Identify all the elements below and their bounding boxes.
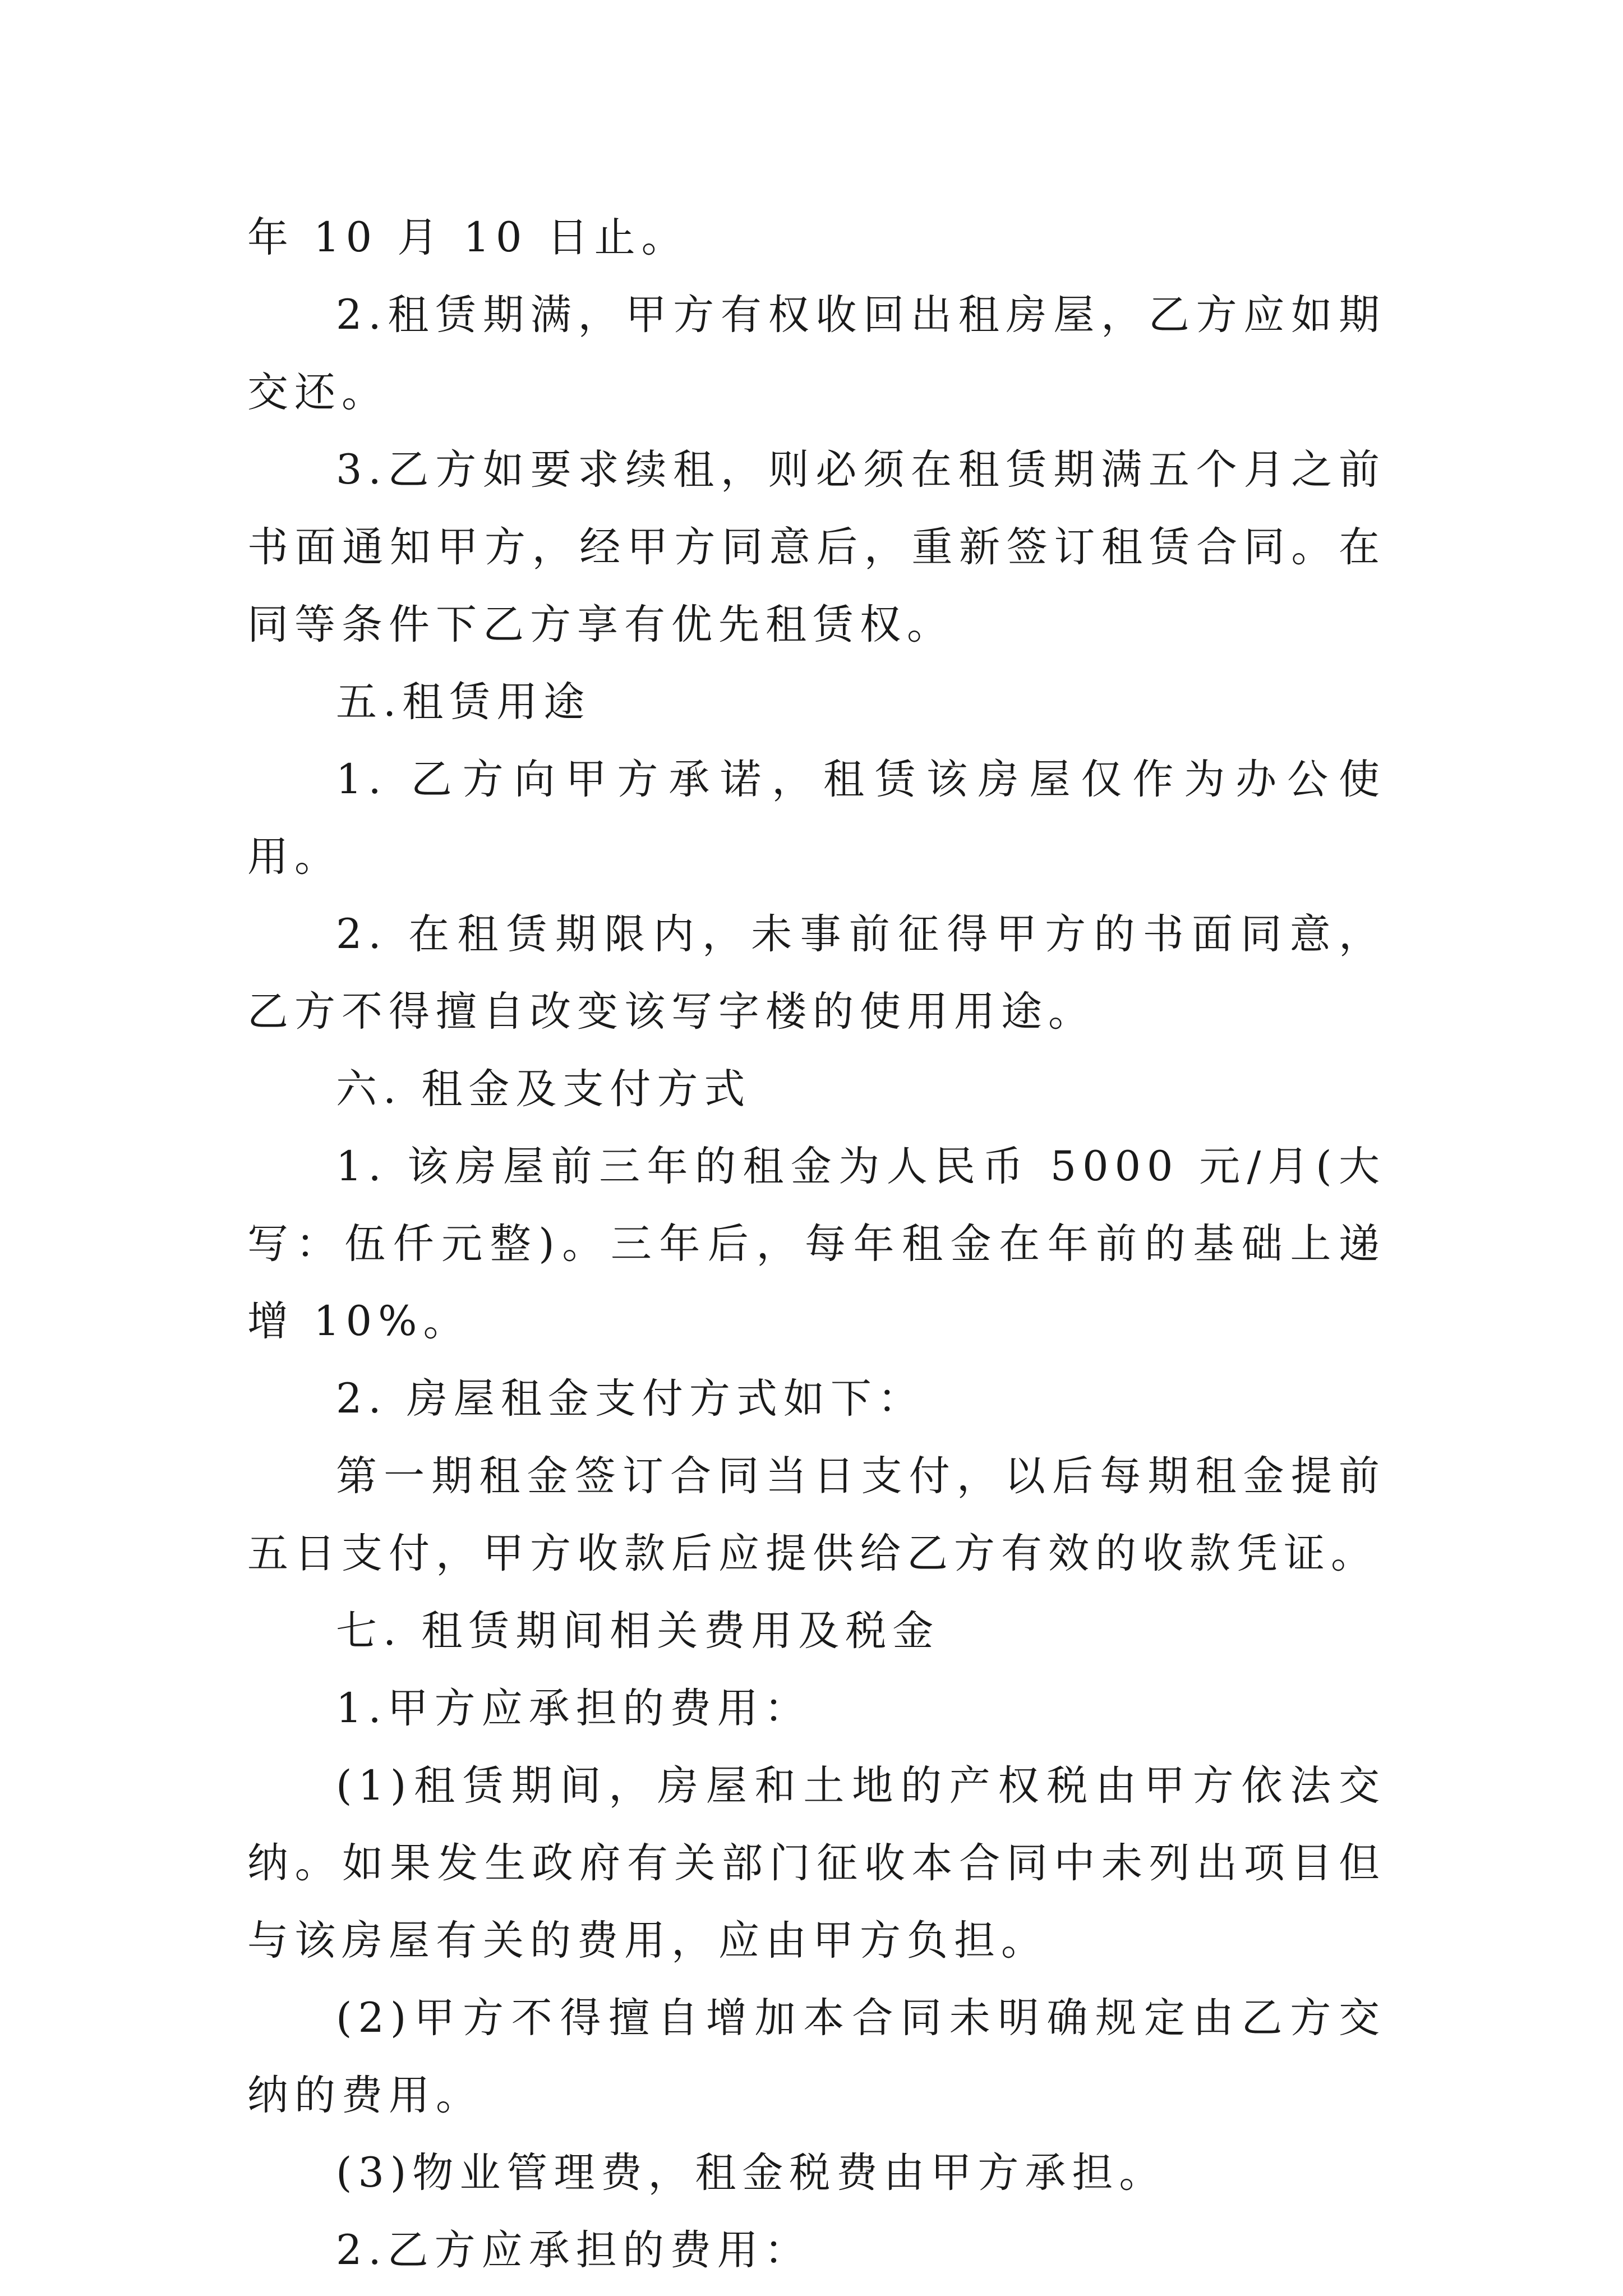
paragraph-payment-method: 2. 房屋租金支付方式如下： xyxy=(336,1375,925,1423)
section-heading-rent-payment: 六. 租金及支付方式 xyxy=(336,1065,751,1113)
paragraph-office-use-only: 1. 乙方向甲方承诺，租赁该房屋仅作为办公使用。 xyxy=(247,756,1386,881)
section-heading-fees-taxes: 七. 租赁期间相关费用及税金 xyxy=(336,1607,940,1655)
paragraph-property-tax: (1)租赁期间，房屋和土地的产权税由甲方依法交纳。如果发生政府有关部门征收本合同中未列出项目但与该房屋有关的费用，应由甲方负担。 xyxy=(247,1762,1386,1964)
paragraph-party-b-fees: 2.乙方应承担的费用： xyxy=(336,2226,811,2274)
paragraph-lease-end-date: 年 10 月 10 日止。 xyxy=(247,214,689,261)
section-heading-lease-purpose: 五.租赁用途 xyxy=(336,678,591,726)
paragraph-lease-renewal: 3.乙方如要求续租，则必须在租赁期满五个月之前书面通知甲方，经甲方同意后，重新签订租赁合同。在同等条件下乙方享有优先租赁权。 xyxy=(247,446,1386,648)
paragraph-management-fee: (3)物业管理费，租金税费由甲方承担。 xyxy=(336,2149,1166,2197)
paragraph-rent-amount: 1. 该房屋前三年的租金为人民币 5000 元/月(大写：伍仟元整)。三年后，每年租金在年前的基础上递增 10%。 xyxy=(247,1143,1386,1345)
paragraph-no-change-of-use: 2. 在租赁期限内，未事前征得甲方的书面同意，乙方不得擅自改变该写字楼的使用用途。 xyxy=(247,910,1386,1036)
paragraph-no-extra-fees: (2)甲方不得擅自增加本合同未明确规定由乙方交纳的费用。 xyxy=(247,1994,1386,2119)
document-body xyxy=(247,199,1386,2289)
paragraph-payment-schedule: 第一期租金签订合同当日支付，以后每期租金提前五日支付，甲方收款后应提供给乙方有效的收款凭证。 xyxy=(247,1452,1386,1577)
paragraph-party-a-fees: 1.甲方应承担的费用： xyxy=(336,1685,811,1732)
paragraph-lease-expiry-return: 2.租赁期满，甲方有权收回出租房屋，乙方应如期交还。 xyxy=(247,291,1386,416)
